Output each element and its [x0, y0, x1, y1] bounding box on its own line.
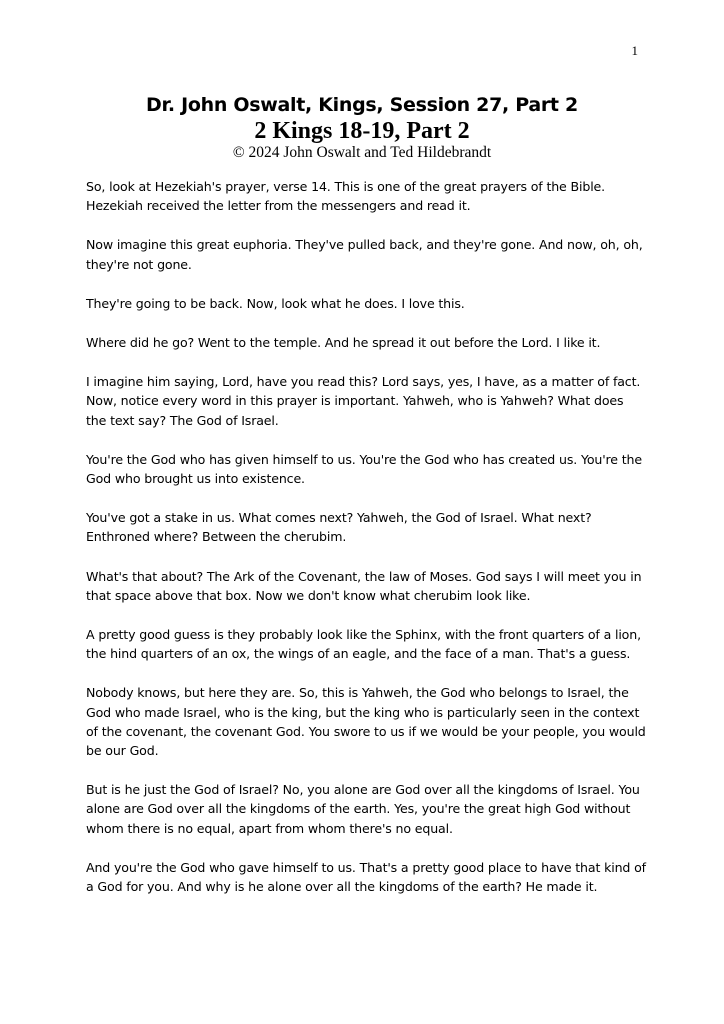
document-header — [0, 93, 724, 162]
page-number: 1 — [631, 43, 638, 58]
paragraph: Now imagine this great euphoria. They've pulled back, and they're gone. And now, oh, oh, they're not gone. — [86, 237, 643, 272]
copyright-line: © 2024 John Oswalt and Ted Hildebrandt — [232, 144, 492, 161]
paragraph: What's that about? The Ark of the Covenant, the law of Moses. God says I will meet you in that space above that box. Now we don't know what cherubim look like. — [86, 568, 642, 603]
paragraph: But is he just the God of Israel? No, you alone are God over all the kingdoms of Israel. You alone are God over all the kingdoms of the earth. Yes, you're the great high God without whom there is no equal, apart from whom there's no equal. — [86, 782, 640, 836]
paragraph: You've got a stake in us. What comes next? Yahweh, the God of Israel. What next? Enthroned where? Between the cherubim. — [86, 510, 592, 545]
paragraph: I imagine him saying, Lord, have you read this? Lord says, yes, I have, as a matter of fact. Now, notice every word in this prayer is important. Yahweh, who is Yahweh? What does the text say? The God of Israel. — [86, 374, 641, 428]
document-title: Dr. John Oswalt, Kings, Session 27, Part 2 — [146, 94, 578, 116]
paragraph: A pretty good guess is they probably look like the Sphinx, with the front quarters of a lion, the hind quarters of an ox, the wings of an eagle, and the face of a man. That's a guess. — [86, 627, 641, 662]
document-subtitle: 2 Kings 18-19, Part 2 — [254, 118, 470, 144]
paragraph: Where did he go? Went to the temple. And he spread it out before the Lord. I like it. — [86, 335, 601, 351]
paragraph: Nobody knows, but here they are. So, this is Yahweh, the God who belongs to Israel, the God who made Israel, who is the king, but the king who is particularly seen in the context of the covenant, the covenant God. You swore to us if we would be your people, you would be our God. — [86, 685, 646, 759]
paragraph: You're the God who has given himself to us. You're the God who has created us. You're the God who brought us into existence. — [86, 451, 642, 487]
paragraph: So, look at Hezekiah's prayer, verse 14. This is one of the great prayers of the Bible. Hezekiah received the letter from the messengers and read it. — [86, 179, 605, 214]
paragraph: And you're the God who gave himself to us. That's a pretty good place to have that kind of a God for you. And why is he alone over all the kingdoms of the earth? He made it. — [86, 859, 646, 895]
transcript-body — [86, 177, 646, 916]
paragraph: They're going to be back. Now, look what he does. I love this. — [86, 295, 465, 311]
